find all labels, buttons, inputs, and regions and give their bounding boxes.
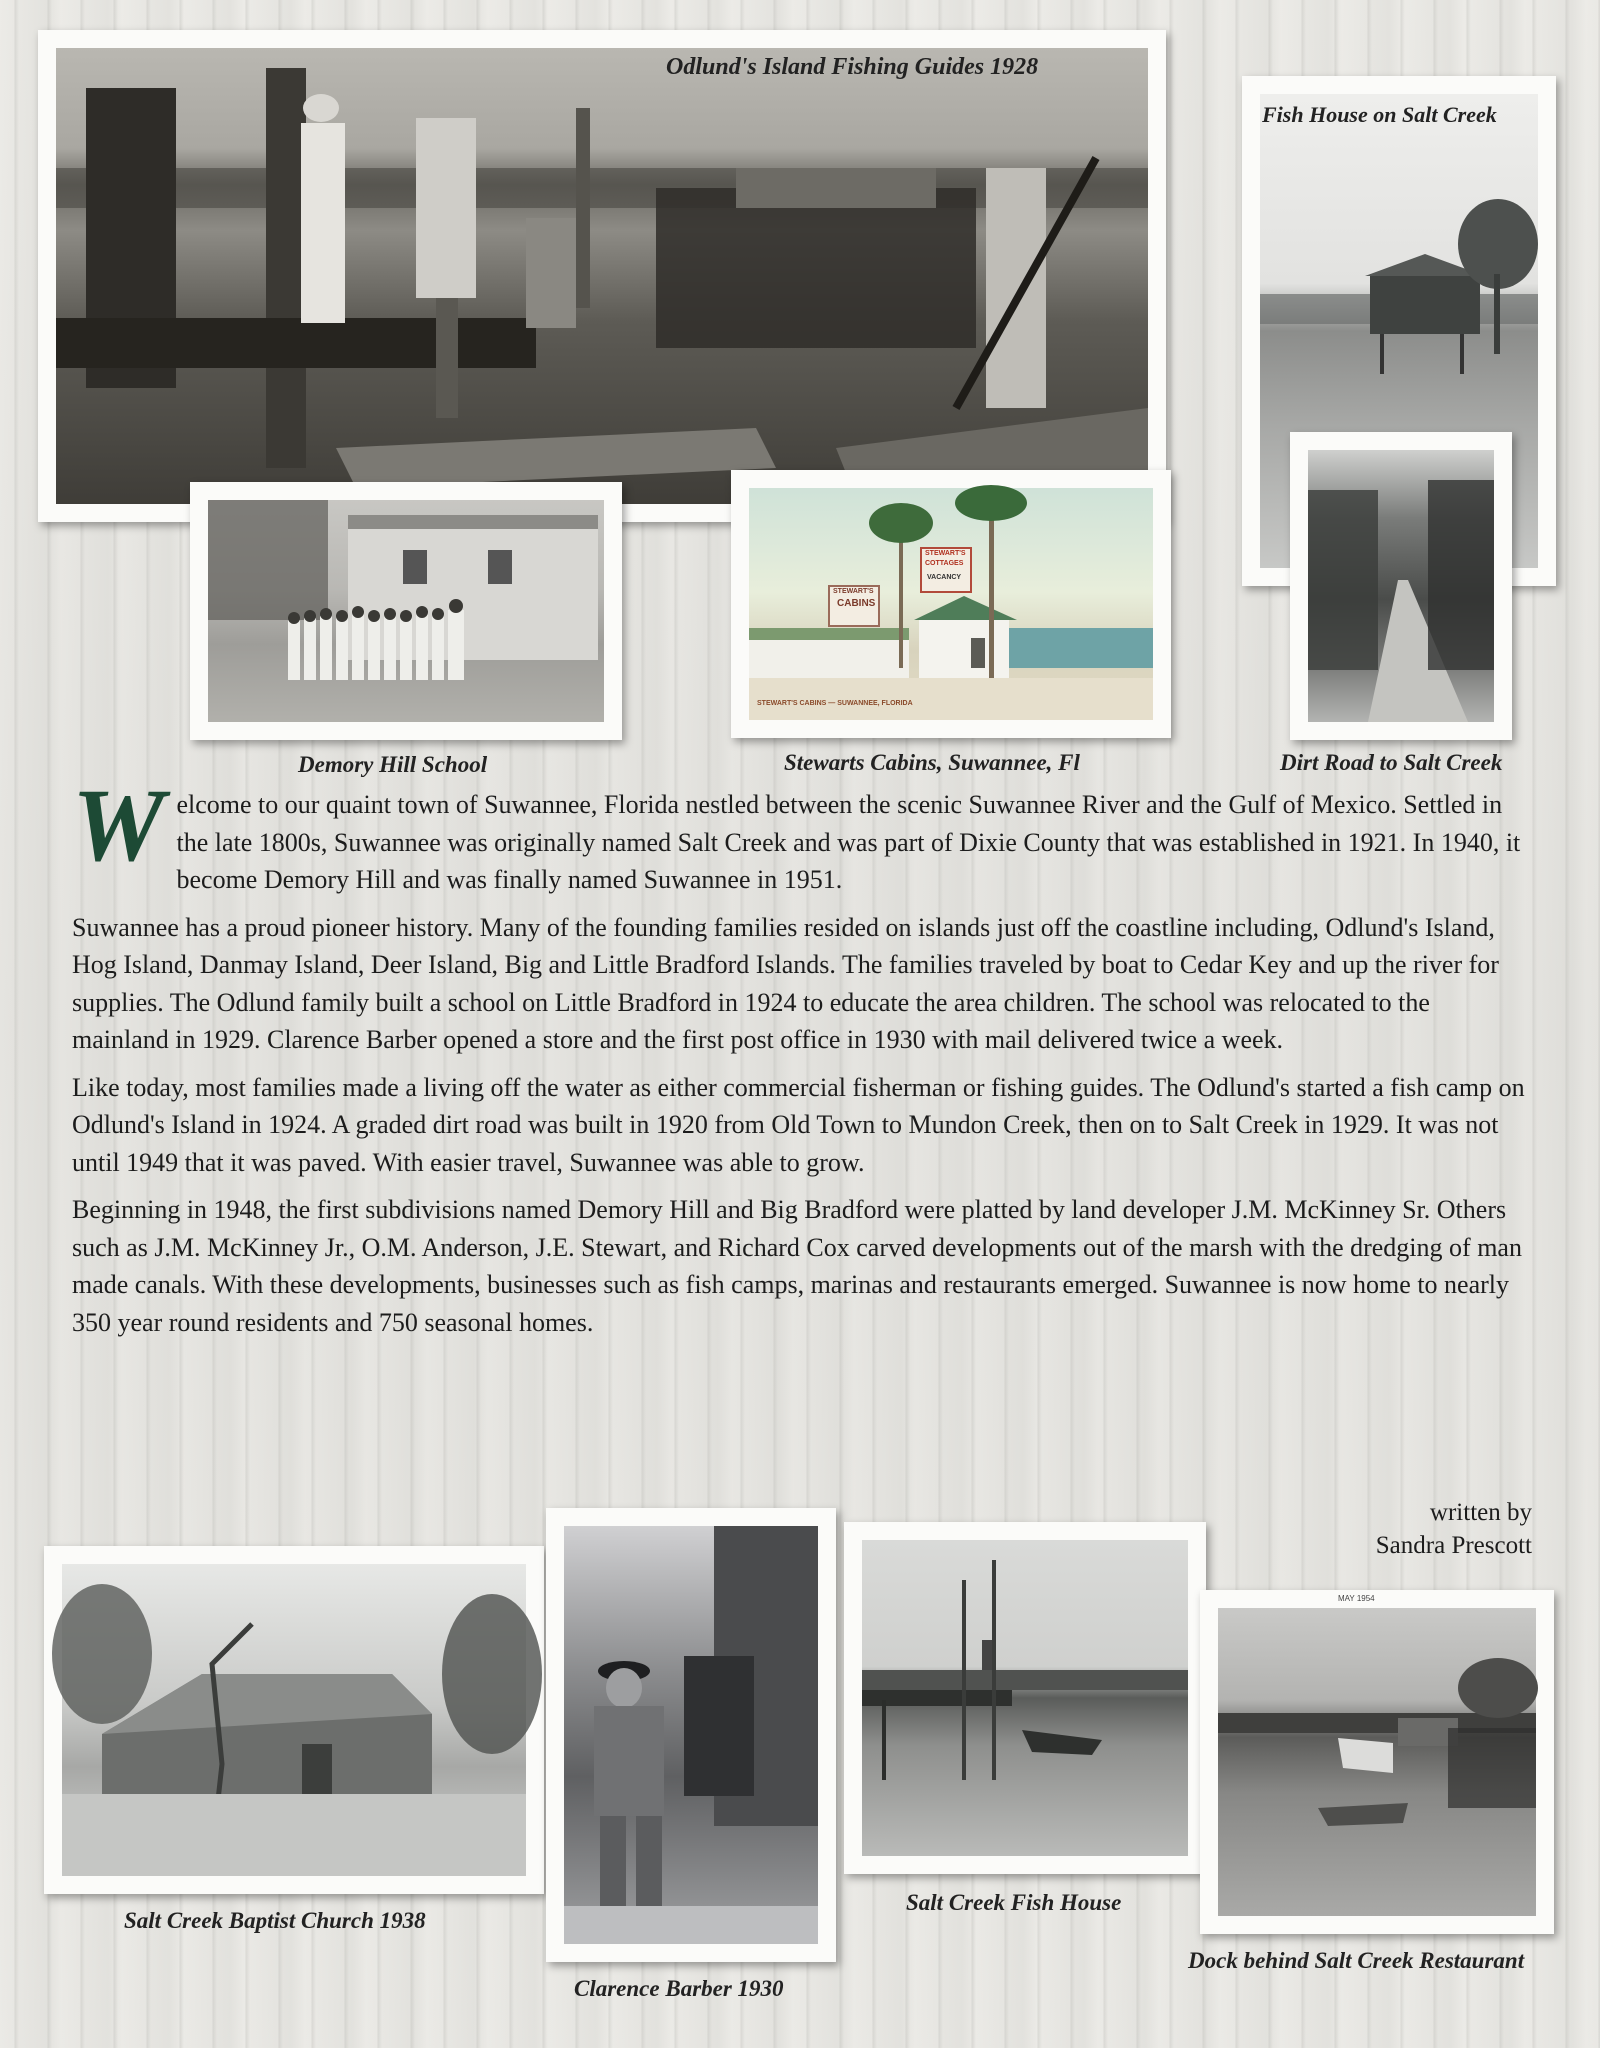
photo-fishing-guides [38,30,1166,522]
salt-creek-fish-house-image [862,1540,1188,1856]
photo-dirt-road [1290,432,1512,740]
stewarts-cabins-caption: Stewarts Cabins, Suwannee, Fl [784,750,1080,775]
article-paragraph-1 [72,768,1532,899]
photo-dock-restaurant [1200,1590,1554,1934]
byline-author: Sandra Prescott [1375,1532,1532,1559]
fish-house-salt-creek-caption: Fish House on Salt Creek [1262,102,1497,127]
dock-restaurant-caption: Dock behind Salt Creek Restaurant [1188,1948,1525,1973]
stewarts-sign-right-3: VACANCY [927,574,962,581]
byline [1376,1496,1532,1562]
church-image [62,1564,526,1876]
photo-clarence-barber [546,1508,836,1962]
dock-image [1218,1608,1536,1916]
photo-baptist-church [44,1546,544,1894]
dropcap: W [72,768,165,883]
dock-stamp: MAY 1954 [1338,1594,1375,1603]
demory-hill-school-caption: Demory Hill School [298,752,488,777]
article-paragraph-4: Beginning in 1948, the first subdivisions named Demory Hill and Big Bradford were platted by land developer J.M. McKinney Sr. Others such as J.M. McKinney Jr., O.M. Anderson, J.E. Stewart, and Richard Cox carved developments out of the marsh with the dredging of man made canals. With these developments, businesses such as fish camps, marinas and restaurants emerged. Suwannee is now home to nearly 350 year round residents and 750 seasonal homes. [72,1195,1522,1337]
stewarts-postcard-caption: STEWART'S CABINS — SUWANNEE, FLORIDA [757,700,913,707]
stewarts-sign-right-1: STEWART'S [925,550,966,557]
fishing-guides-caption: Odlund's Island Fishing Guides 1928 [666,54,1039,80]
clarence-barber-caption: Clarence Barber 1930 [574,1976,784,2001]
article-paragraph-2: Suwannee has a proud pioneer history. Many of the founding families resided on islands just off the coastline including, Odlund's Island, Hog Island, Danmay Island, Deer Island, Big and Little Bradford Islands. The families traveled by boat to Cedar Key and up the river for supplies. The Odlund family built a school on Little Bradford in 1924 to educate the area children. The school was relocated to the mainland in 1929. Clarence Barber opened a store and the first post office in 1930 with mail delivered twice a week. [72,912,1499,1054]
article-paragraph-3: Like today, most families made a living off the water as either commercial fisherman or fishing guides. The Odlund's started a fish camp on Odlund's Island in 1924. A graded dirt road was built in 1920 from Old Town to Mundon Creek, then on to Salt Creek in 1929. It was not until 1949 that it was paved. With easier travel, Suwannee was able to grow. [72,1072,1525,1177]
photo-salt-creek-fish-house [844,1522,1206,1874]
byline-written-by: written by [1429,1499,1532,1526]
clarence-image [564,1526,818,1944]
baptist-church-caption: Salt Creek Baptist Church 1938 [124,1908,426,1933]
article-paragraph-1-text: elcome to our quaint town of Suwannee, Florida nestled between the scenic Suwannee River and the Gulf of Mexico. Settled in the late 1800s, Suwannee was originally named Salt Creek and was part of Dixie County that was established in 1921. In 1940, it become Demory Hill and was finally named Suwannee in 1951. [176,790,1521,894]
stewarts-sign-left-1: STEWART'S [833,588,874,595]
photo-stewarts-cabins [731,470,1171,738]
school-image [208,500,604,722]
stewarts-sign-right-2: COTTAGES [925,560,964,567]
salt-creek-fish-house-caption: Salt Creek Fish House [906,1890,1122,1915]
dirt-road-caption: Dirt Road to Salt Creek [1280,750,1503,775]
article-body [72,768,1532,1351]
fishing-guides-image [56,48,1148,504]
photo-demory-hill-school [190,482,622,740]
dirt-road-image [1308,450,1494,722]
stewarts-sign-left-2: CABINS [837,598,876,609]
cabins-image [749,488,1153,720]
